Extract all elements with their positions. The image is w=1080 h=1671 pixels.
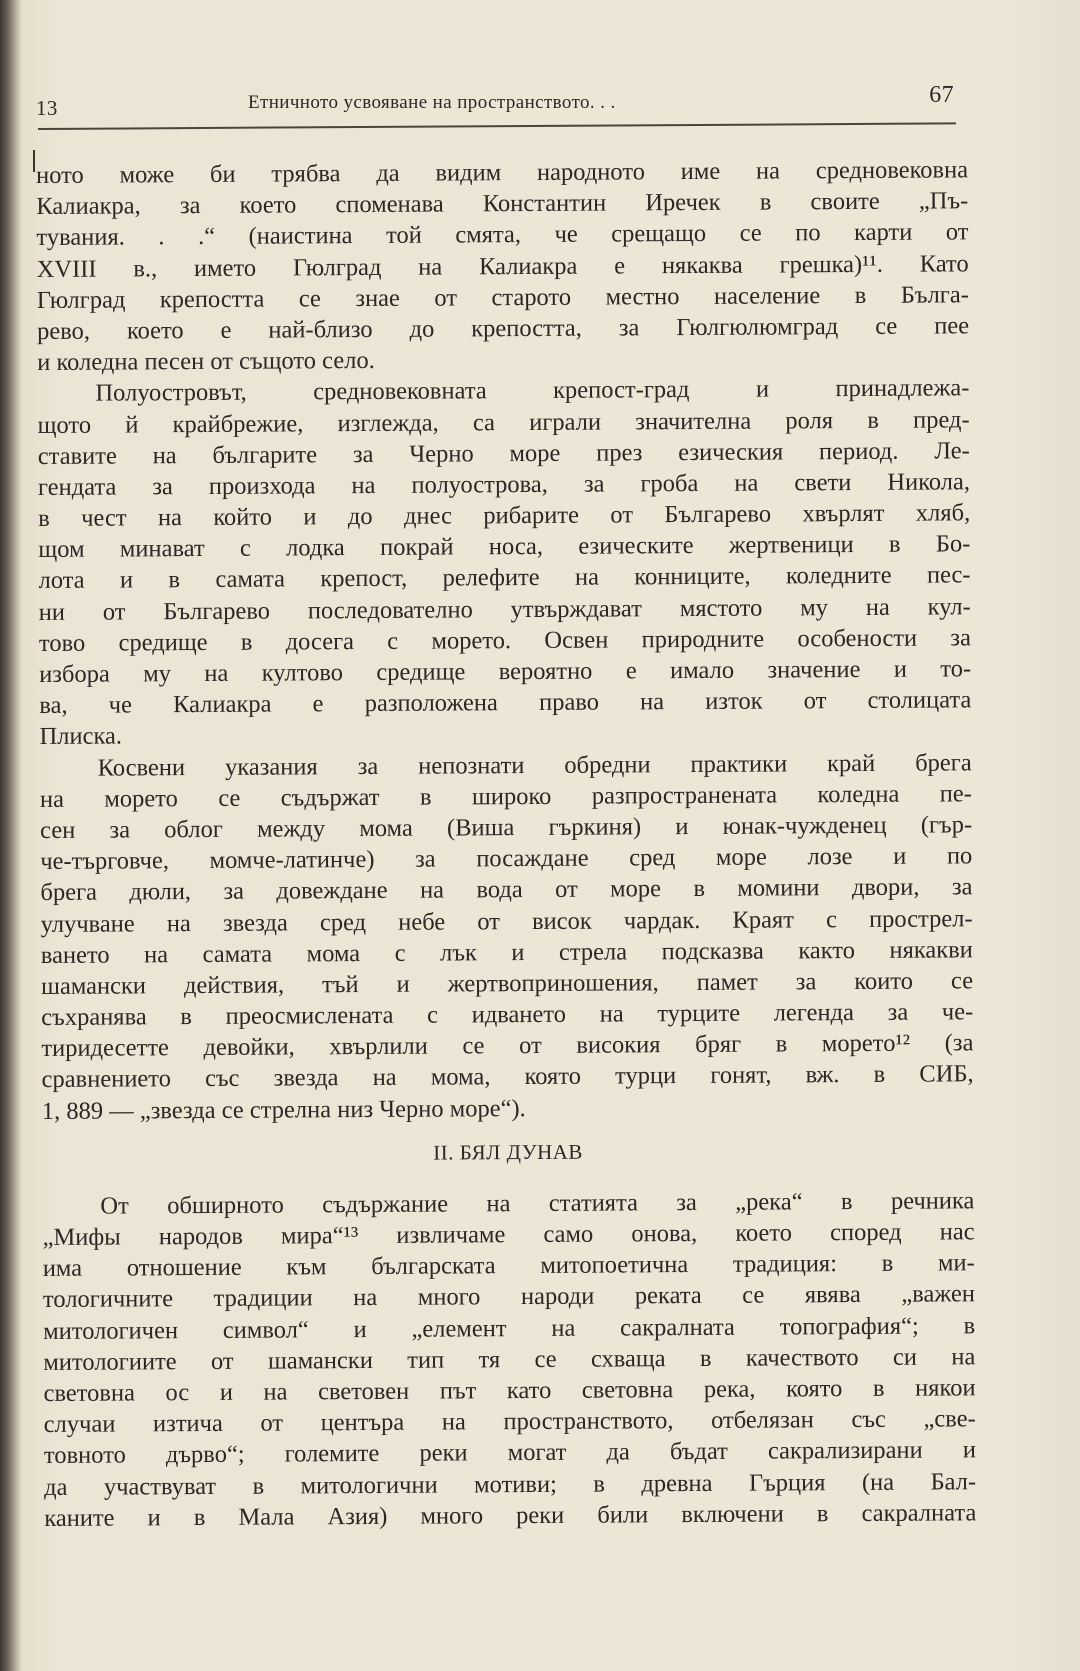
text-line: рево, което е най-близо до крепостта, за Гюлгюлюмград се пее <box>36 312 970 345</box>
text-line: и коледна песен от същото село. <box>37 347 375 377</box>
page-number: 67 <box>929 82 954 108</box>
text-line: ни от Българево последователно утвърждават мястото му на кул- <box>38 592 971 626</box>
text-line: 1, 889 — „звезда се стрелна низ Черно море“). <box>41 1094 526 1125</box>
text-line: Полуостровът, средновековната крепост-град и принадлежа- <box>95 374 970 407</box>
text-line: От обширното съдържание на статията за „река“ в речника <box>100 1187 975 1220</box>
text-line: ставите на българите за Черно море през езическия период. Ле- <box>37 436 970 470</box>
header-rule <box>38 122 956 130</box>
text-line: сравнението със звезда на мома, която турци гонят, вж. в СИБ, <box>41 1060 974 1094</box>
text-line: митологичен символ“ и „елемент на сакралната топография“; в <box>43 1311 976 1345</box>
text-line: избора му на култово средище вероятно е имало значение и то- <box>39 655 972 688</box>
text-line: че-търговче, момче-латинче) за посаждане сред море лозе и по <box>40 842 973 876</box>
text-line: тово средище в досега с морето. Освен природните особености за <box>38 624 972 657</box>
text-line: шамански действия, тъй и жертвоприношения, памет за които се <box>40 967 974 1000</box>
text-line: XVIII в., името Гюлград на Калиакра е някаква грешка)¹¹. Като <box>36 249 969 283</box>
header-left-number: 13 <box>36 96 58 120</box>
text-line: товното дърво“; големите реки могат да бъдат сакрализирани и <box>43 1436 976 1470</box>
text-line: щото й крайбрежие, изглежда, са играли значителна роля в пред- <box>37 405 970 439</box>
section-heading: II. БЯЛ ДУНАВ <box>433 1139 583 1165</box>
text-line: ването на самата мома с лък и стрела подсказва както някакви <box>40 935 973 969</box>
text-line: тувания. . .“ (наистина той смята, че срещащо се по карти от <box>36 218 969 252</box>
text-line: ното може би трябва да видим народното име на средновековна <box>36 156 969 189</box>
text-line: да участвуват в митологични мотиви; в древна Гърция (на Бал- <box>44 1467 977 1501</box>
text-line: тиридесетте девойки, хвърлили се от високия бряг в морето¹² (за <box>41 1029 974 1063</box>
text-line: „Мифы народов мира“¹³ извличаме само онова, което според нас <box>42 1218 975 1251</box>
text-line: щом минават с лодка покрай носа, езическите жертвеници в Бо- <box>38 530 971 564</box>
text-line: Калиакра, за което споменава Константин Иречек в своите „Пъ- <box>36 187 969 221</box>
text-line: лота и в самата крепост, релефите на конниците, коледните пес- <box>38 561 971 595</box>
text-line: каните и в Мала Азия) много реки били включени в сакралната <box>44 1498 977 1532</box>
text-line: на морето се съдържат в широко разпространената коледна пе- <box>39 780 972 813</box>
body-text <box>36 154 976 1534</box>
text-line: тологичните традиции на много народи реката се явява „важен <box>42 1280 976 1314</box>
text-line: случаи изтича от центъра на пространството, отбелязан със „све- <box>43 1405 976 1439</box>
text-line: световна ос и на световен път като световна река, която в някои <box>43 1374 976 1407</box>
text-line: митологиите от шамански тип тя се схваща в качеството си на <box>43 1343 976 1376</box>
text-line: брега дюли, за довеждане на вода от море в момини двори, за <box>40 873 973 907</box>
text-line: Косвени указания за непознати обредни практики край брега <box>97 748 972 782</box>
text-line: гендата за произхода на полуострова, за гроба на свети Никола, <box>37 468 971 501</box>
text-line: Плиска. <box>39 722 123 751</box>
text-line: улучване на звезда сред небе от висок чардак. Краят с прострел- <box>40 904 973 938</box>
text-line: в чест на който и до днес рибарите от Българево хвърлят хляб, <box>38 499 971 533</box>
margin-mark <box>33 150 35 172</box>
page-header <box>36 82 954 122</box>
text-line: Гюлград крепостта се знае от старото местно население в Бълга- <box>36 281 969 314</box>
text-line: съхранява в преосмислената с идването на турците легенда за че- <box>41 998 974 1032</box>
book-spine-shadow <box>0 0 22 1671</box>
running-title: Етничното усвояване на пространството. . . <box>248 92 616 113</box>
text-line: ва, че Калиакра е разположена право на изток от столицата <box>39 686 972 720</box>
text-line: има отношение към българската митопоетична традиция: в ми- <box>42 1249 975 1283</box>
text-line: сен за облог между мома (Виша гъркиня) и юнак-чужденец (гър- <box>40 811 973 844</box>
